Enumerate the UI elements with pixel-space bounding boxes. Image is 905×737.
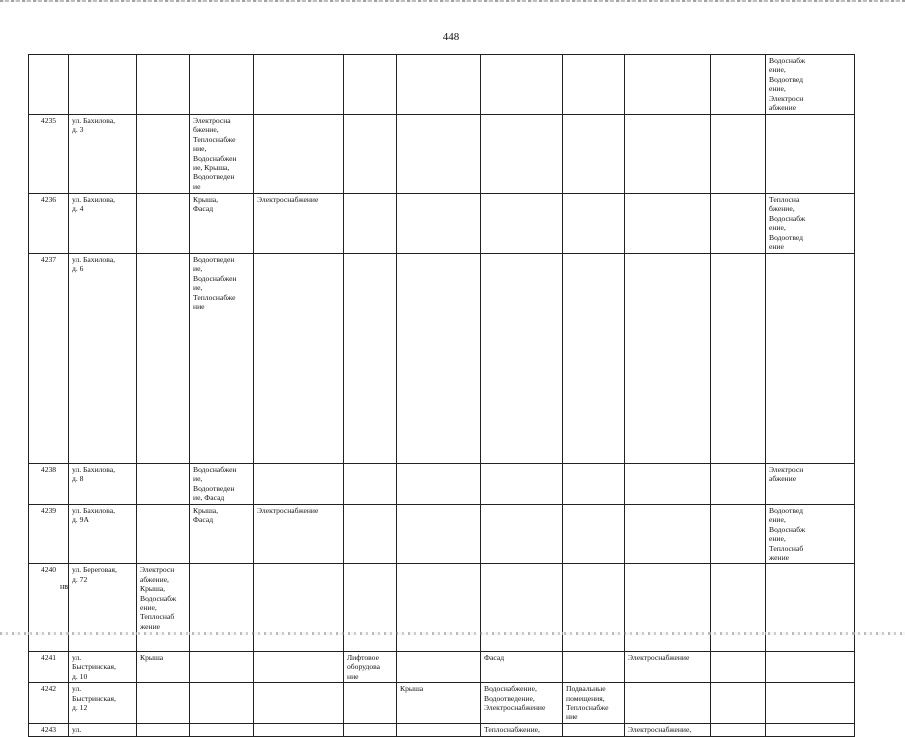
work-type-cell — [137, 194, 190, 254]
work-type-cell — [190, 724, 254, 736]
work-type-cell — [766, 683, 855, 724]
work-type-cell — [766, 254, 855, 464]
work-type-cell — [766, 564, 855, 652]
work-type-cell — [254, 55, 344, 115]
work-type-cell — [563, 463, 625, 504]
work-type-cell — [625, 683, 711, 724]
scan-edge-top — [0, 0, 905, 2]
work-type-cell — [137, 254, 190, 464]
row-number-cell: 4238 — [29, 463, 69, 504]
work-type-cell — [625, 463, 711, 504]
work-type-cell: Водоснабж ение, Водоотвед ение, Электросн абжение — [766, 55, 855, 115]
work-type-cell — [711, 115, 766, 194]
work-type-cell — [625, 55, 711, 115]
work-type-cell: Водоснабжение, Водоотведение, Электроснабжение — [481, 683, 563, 724]
work-type-cell — [481, 254, 563, 464]
table-row — [29, 652, 855, 683]
row-number-cell: 4236 — [29, 194, 69, 254]
row-number-cell: 4241 — [29, 652, 69, 683]
work-type-cell — [625, 115, 711, 194]
work-type-cell: Теплоснабжение, — [481, 724, 563, 736]
address-cell: ул. Бахилова, д. 6 — [69, 254, 137, 464]
address-cell — [69, 55, 137, 115]
work-type-cell — [397, 55, 481, 115]
work-type-cell: Водоотвед ение, Водоснабж ение, Теплоснаб жение — [766, 504, 855, 563]
work-type-cell — [481, 194, 563, 254]
work-type-cell — [344, 115, 397, 194]
row-number-cell: 4242 — [29, 683, 69, 724]
work-type-cell — [563, 652, 625, 683]
work-type-cell — [625, 194, 711, 254]
table-row — [29, 724, 855, 736]
table-row — [29, 463, 855, 504]
work-type-cell — [344, 724, 397, 736]
work-type-cell — [344, 564, 397, 652]
scan-edge-bottom — [0, 632, 905, 635]
work-type-cell: Водоснабжен ие, Водоотведен ие, Фасад — [190, 463, 254, 504]
table-row — [29, 254, 855, 464]
work-type-cell — [563, 564, 625, 652]
work-type-cell: Крыша, Фасад — [190, 194, 254, 254]
row-number-cell: 4237 — [29, 254, 69, 464]
address-cell: ул. Быстринская, д. 10 — [69, 652, 137, 683]
work-type-cell: Электросн абжение, Крыша, Водоснабж ение, Теплоснаб жение — [137, 564, 190, 652]
work-type-cell — [563, 55, 625, 115]
work-type-cell — [563, 504, 625, 563]
work-type-cell — [137, 115, 190, 194]
work-type-cell — [481, 504, 563, 563]
address-cell: ул. Бахилова, д. 3 — [69, 115, 137, 194]
work-type-cell: Водоотведен ие, Водоснабжен ие, Теплоснабже ние — [190, 254, 254, 464]
table-row — [29, 564, 855, 652]
work-type-cell — [711, 194, 766, 254]
work-type-cell — [711, 504, 766, 563]
work-type-cell — [397, 194, 481, 254]
work-type-cell — [254, 115, 344, 194]
work-type-cell — [397, 463, 481, 504]
work-type-cell — [711, 463, 766, 504]
work-type-cell — [481, 564, 563, 652]
work-type-cell — [397, 254, 481, 464]
work-type-cell — [397, 504, 481, 563]
work-type-cell: Электроснабжение, — [625, 724, 711, 736]
work-type-cell — [711, 564, 766, 652]
work-type-cell — [190, 652, 254, 683]
work-type-cell — [344, 504, 397, 563]
work-type-cell — [344, 463, 397, 504]
work-type-cell — [563, 194, 625, 254]
table-row — [29, 504, 855, 563]
work-type-cell — [190, 55, 254, 115]
row-number-cell: 4239 — [29, 504, 69, 563]
work-type-cell — [397, 115, 481, 194]
work-type-cell — [397, 652, 481, 683]
work-type-cell: Теплосна бжение, Водоснабж ение, Водоотвед ение — [766, 194, 855, 254]
work-type-cell — [397, 564, 481, 652]
work-type-cell — [344, 194, 397, 254]
work-type-cell — [481, 55, 563, 115]
row-number-cell: 4240 — [29, 564, 69, 652]
address-cell: ул. Быстринская, д. 12 — [69, 683, 137, 724]
work-type-cell — [711, 683, 766, 724]
work-type-cell — [254, 254, 344, 464]
work-type-cell — [766, 724, 855, 736]
work-type-cell — [563, 724, 625, 736]
work-type-cell: Электросна бжение, Теплоснабже ние, Водоснабжен ие, Крыша, Водоотведен ие — [190, 115, 254, 194]
work-type-cell — [397, 724, 481, 736]
work-type-cell — [254, 463, 344, 504]
work-type-cell — [137, 683, 190, 724]
table-row — [29, 55, 855, 115]
work-type-cell: Электроснабжение — [254, 194, 344, 254]
address-cell: ул. — [69, 724, 137, 736]
footer-code: нв — [60, 582, 69, 591]
work-type-cell — [137, 55, 190, 115]
address-cell: ул. Бахилова, д. 9А — [69, 504, 137, 563]
row-number-cell: 4243 — [29, 724, 69, 736]
work-type-cell — [137, 724, 190, 736]
work-type-cell — [711, 724, 766, 736]
work-type-cell — [481, 115, 563, 194]
work-type-cell — [766, 115, 855, 194]
table-row — [29, 683, 855, 724]
work-type-cell — [344, 683, 397, 724]
work-type-cell — [254, 683, 344, 724]
work-type-cell: Электроснабжение — [254, 504, 344, 563]
work-type-cell: Подвальные помещения, Теплоснабже ние — [563, 683, 625, 724]
work-type-cell — [625, 504, 711, 563]
work-type-cell: Крыша — [397, 683, 481, 724]
work-type-cell: Электроснабжение — [625, 652, 711, 683]
work-type-cell: Электросн абжение — [766, 463, 855, 504]
address-cell: ул. Береговая, д. 72 — [69, 564, 137, 652]
table-row — [29, 115, 855, 194]
work-type-cell — [481, 463, 563, 504]
page-number: 448 — [442, 31, 460, 43]
work-type-cell — [625, 564, 711, 652]
table-row — [29, 194, 855, 254]
work-type-cell — [711, 652, 766, 683]
work-type-cell — [190, 564, 254, 652]
work-type-cell: Лифтовое оборудова ние — [344, 652, 397, 683]
row-number-cell — [29, 55, 69, 115]
work-type-cell — [190, 683, 254, 724]
work-type-cell — [711, 55, 766, 115]
work-type-cell — [254, 564, 344, 652]
work-type-cell: Крыша — [137, 652, 190, 683]
work-type-cell — [563, 115, 625, 194]
work-type-cell — [344, 55, 397, 115]
row-number-cell: 4235 — [29, 115, 69, 194]
work-type-cell — [137, 463, 190, 504]
work-type-cell: Фасад — [481, 652, 563, 683]
work-type-cell — [766, 652, 855, 683]
work-type-cell — [254, 724, 344, 736]
work-type-cell — [711, 254, 766, 464]
work-type-cell — [344, 254, 397, 464]
work-type-cell — [563, 254, 625, 464]
address-cell: ул. Бахилова, д. 4 — [69, 194, 137, 254]
address-cell: ул. Бахилова, д. 8 — [69, 463, 137, 504]
work-type-cell: Крыша, Фасад — [190, 504, 254, 563]
work-type-cell — [254, 652, 344, 683]
work-type-cell — [137, 504, 190, 563]
work-type-cell — [625, 254, 711, 464]
